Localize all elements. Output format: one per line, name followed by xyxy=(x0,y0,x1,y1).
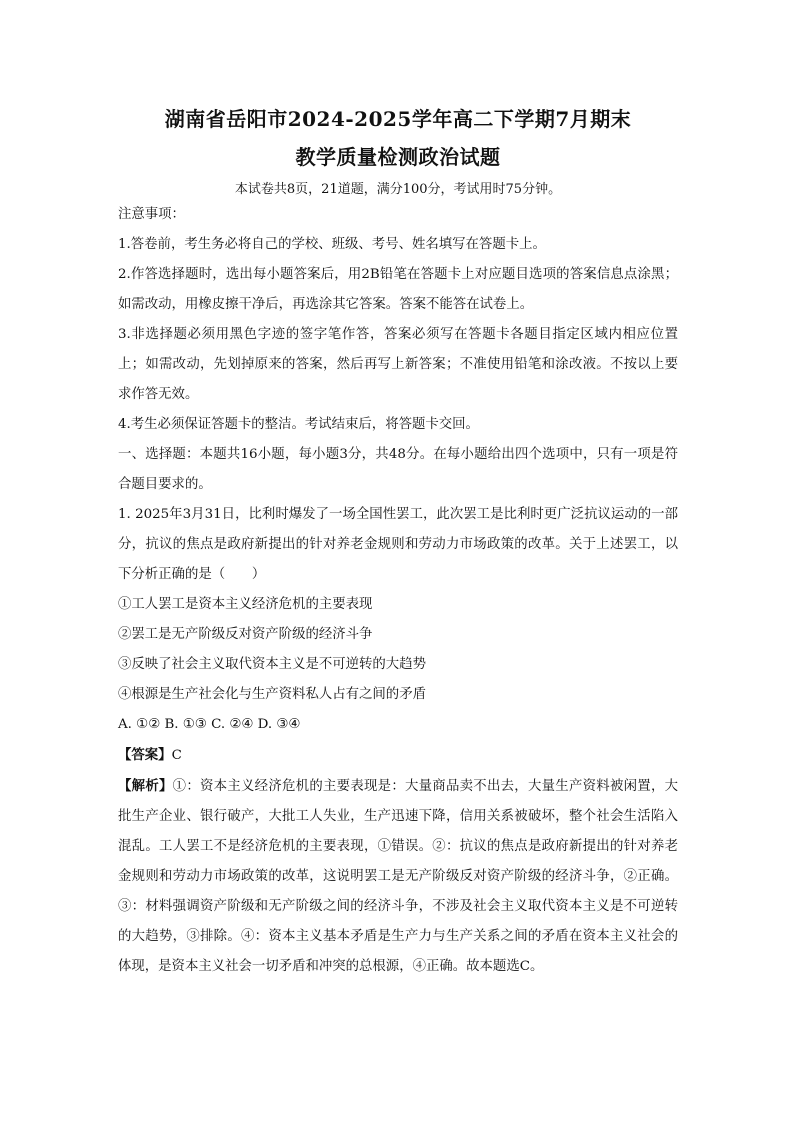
analysis-tag: 【解析】 xyxy=(118,778,173,794)
question-stem: 1. 2025年3月31日，比利时爆发了一场全国性罢工，此次罢工是比利时更广泛抗议运动的一部分，抗议的焦点是政府新提出的针对养老金规则和劳动力市场政策的改革。关于上述罢工，以下分析正确的是（ ） xyxy=(118,507,678,582)
page-content xyxy=(118,102,678,982)
notice-item-2: 2.作答选择题时，选出每小题答案后，用2B铅笔在答题卡上对应题目选项的答案信息点涂黑；如需改动，用橡皮擦干净后，再选涂其它答案。答案不能答在试卷上。 xyxy=(118,267,678,312)
question-statement-2: ②罢工是无产阶级反对资产阶级的经济斗争 xyxy=(118,627,373,642)
analysis-paragraph xyxy=(118,771,678,982)
notice-item-3: 3.非选择题必须用黑色字迹的签字笔作答，答案必须写在答题卡各题目指定区域内相应位置上；如需改动，先划掉原来的答案，然后再写上新答案；不准使用铅笔和涂改液。不按以上要求作答无效。 xyxy=(118,327,678,402)
question-options: A. ①② B. ①③ C. ②④ D. ③④ xyxy=(118,717,301,732)
notice-item-4: 4.考生必须保证答题卡的整洁。考试结束后，将答题卡交回。 xyxy=(118,417,479,432)
notice-heading: 注意事项： xyxy=(118,207,185,222)
notice-item-1: 1.答卷前，考生务必将自己的学校、班级、考号、姓名填写在答题卡上。 xyxy=(118,237,546,252)
exam-info: 本试卷共8页，21道题，满分100分，考试用时75分钟。 xyxy=(234,182,562,197)
analysis-text: ①：资本主义经济危机的主要表现是：大量商品卖不出去，大量生产资料被闲置，大批生产企业、银行破产，大批工人失业，生产迅速下降，信用关系被破坏，整个社会生活陷入混乱。工人罢工不是经济危机的主要表现，①错误。②：抗议的焦点是政府新提出的针对养老金规则和劳动力市场政策的改革，这说明罢工是无产阶级反对资产阶级的经济斗争，②正确。③：材料强调资产阶级和无产阶级之间的经济斗争，不涉及社会主义取代资本主义是不可逆转的大趋势，③排除。④：资本主义基本矛盾是生产力与生产关系之间的矛盾在资本主义社会的体现，是资本主义社会一切矛盾和冲突的总根源，④正确。故本题选C。 xyxy=(118,779,679,974)
answer-value: C xyxy=(171,748,182,763)
question-statement-4: ④根源是生产社会化与生产资料私人占有之间的矛盾 xyxy=(118,687,426,702)
page-title-line-1: 湖南省岳阳市2024-2025学年高二下学期7月期末 xyxy=(164,107,632,131)
section-heading: 一、选择题：本题共16小题，每小题3分，共48分。在每小题给出四个选项中，只有一项是符合题目要求的。 xyxy=(118,447,678,492)
question-statement-3: ③反映了社会主义取代资本主义是不可逆转的大趋势 xyxy=(118,657,426,672)
answer-tag: 【答案】 xyxy=(118,747,172,763)
answer-line xyxy=(118,740,678,771)
page-title-line-2: 教学质量检测政治试题 xyxy=(295,145,501,169)
question-statement-1: ①工人罢工是资本主义经济危机的主要表现 xyxy=(118,597,373,612)
